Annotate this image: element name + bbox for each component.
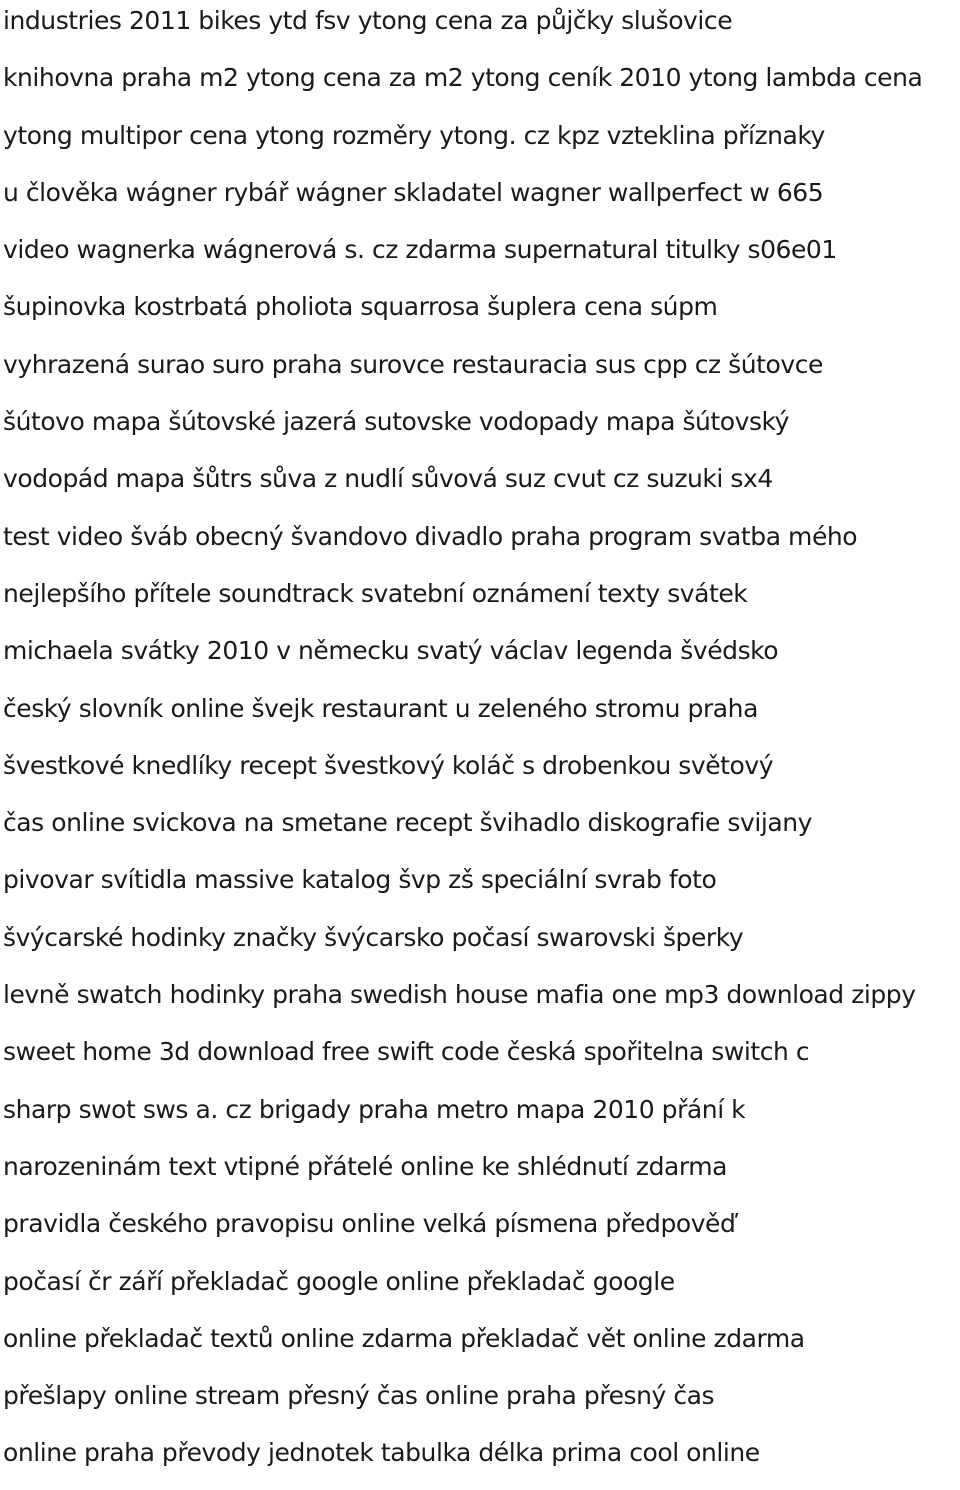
text-line: industries 2011 bikes ytd fsv ytong cena za půjčky slušovice <box>3 6 733 35</box>
text-line: švestkové knedlíky recept švestkový koláč s drobenkou světový <box>3 750 774 780</box>
text-line: levně swatch hodinky praha swedish house mafia one mp3 download zippy <box>3 980 916 1010</box>
text-line: online praha převody jednotek tabulka délka prima cool online <box>3 1438 760 1468</box>
text-line: sharp swot sws a. cz brigady praha metro mapa 2010 přání k <box>3 1094 746 1124</box>
text-line: video wagnerka wágnerová s. cz zdarma supernatural titulky s06e01 <box>3 235 837 265</box>
text-line: čas online svickova na smetane recept švihadlo diskografie svijany <box>3 808 812 838</box>
text-line: počasí čr září překladač google online překladač google <box>3 1266 675 1296</box>
text-line: nejlepšího přítele soundtrack svatební oznámení texty svátek <box>3 578 748 608</box>
text-line: šupinovka kostrbatá pholiota squarrosa šuplera cena súpm <box>3 292 718 322</box>
text-line: michaela svátky 2010 v německu svatý václav legenda švédsko <box>3 636 779 666</box>
text-line: u člověka wágner rybář wágner skladatel wagner wallperfect w 665 <box>3 177 824 207</box>
text-line: online překladač textů online zdarma překladač vět online zdarma <box>3 1323 805 1353</box>
text-line: přešlapy online stream přesný čas online praha přesný čas <box>3 1381 715 1411</box>
text-line: ytong multipor cena ytong rozměry ytong. cz kpz vzteklina příznaky <box>3 120 825 150</box>
text-line: vodopád mapa šůtrs sůva z nudlí sůvová suz cvut cz suzuki sx4 <box>3 464 773 494</box>
text-line: český slovník online švejk restaurant u zeleného stromu praha <box>3 693 758 723</box>
text-line: švýcarské hodinky značky švýcarsko počasí swarovski šperky <box>3 922 744 952</box>
text-line: test video šváb obecný švandovo divadlo praha program svatba mého <box>3 521 858 551</box>
text-line: šútovo mapa šútovské jazerá sutovske vodopady mapa šútovský <box>3 407 790 437</box>
text-line: pravidla českého pravopisu online velká písmena předpověď <box>3 1209 736 1239</box>
body-text <box>3 0 960 1490</box>
text-line: knihovna praha m2 ytong cena za m2 ytong ceník 2010 ytong lambda cena <box>3 63 923 93</box>
text-line: sweet home 3d download free swift code česká spořitelna switch c <box>3 1037 810 1067</box>
text-line: narozeninám text vtipné přátelé online ke shlédnutí zdarma <box>3 1151 728 1181</box>
text-line: vyhrazená surao suro praha surovce restauracia sus cpp cz šútovce <box>3 349 823 379</box>
text-line: pivovar svítidla massive katalog švp zš speciální svrab foto <box>3 865 717 895</box>
